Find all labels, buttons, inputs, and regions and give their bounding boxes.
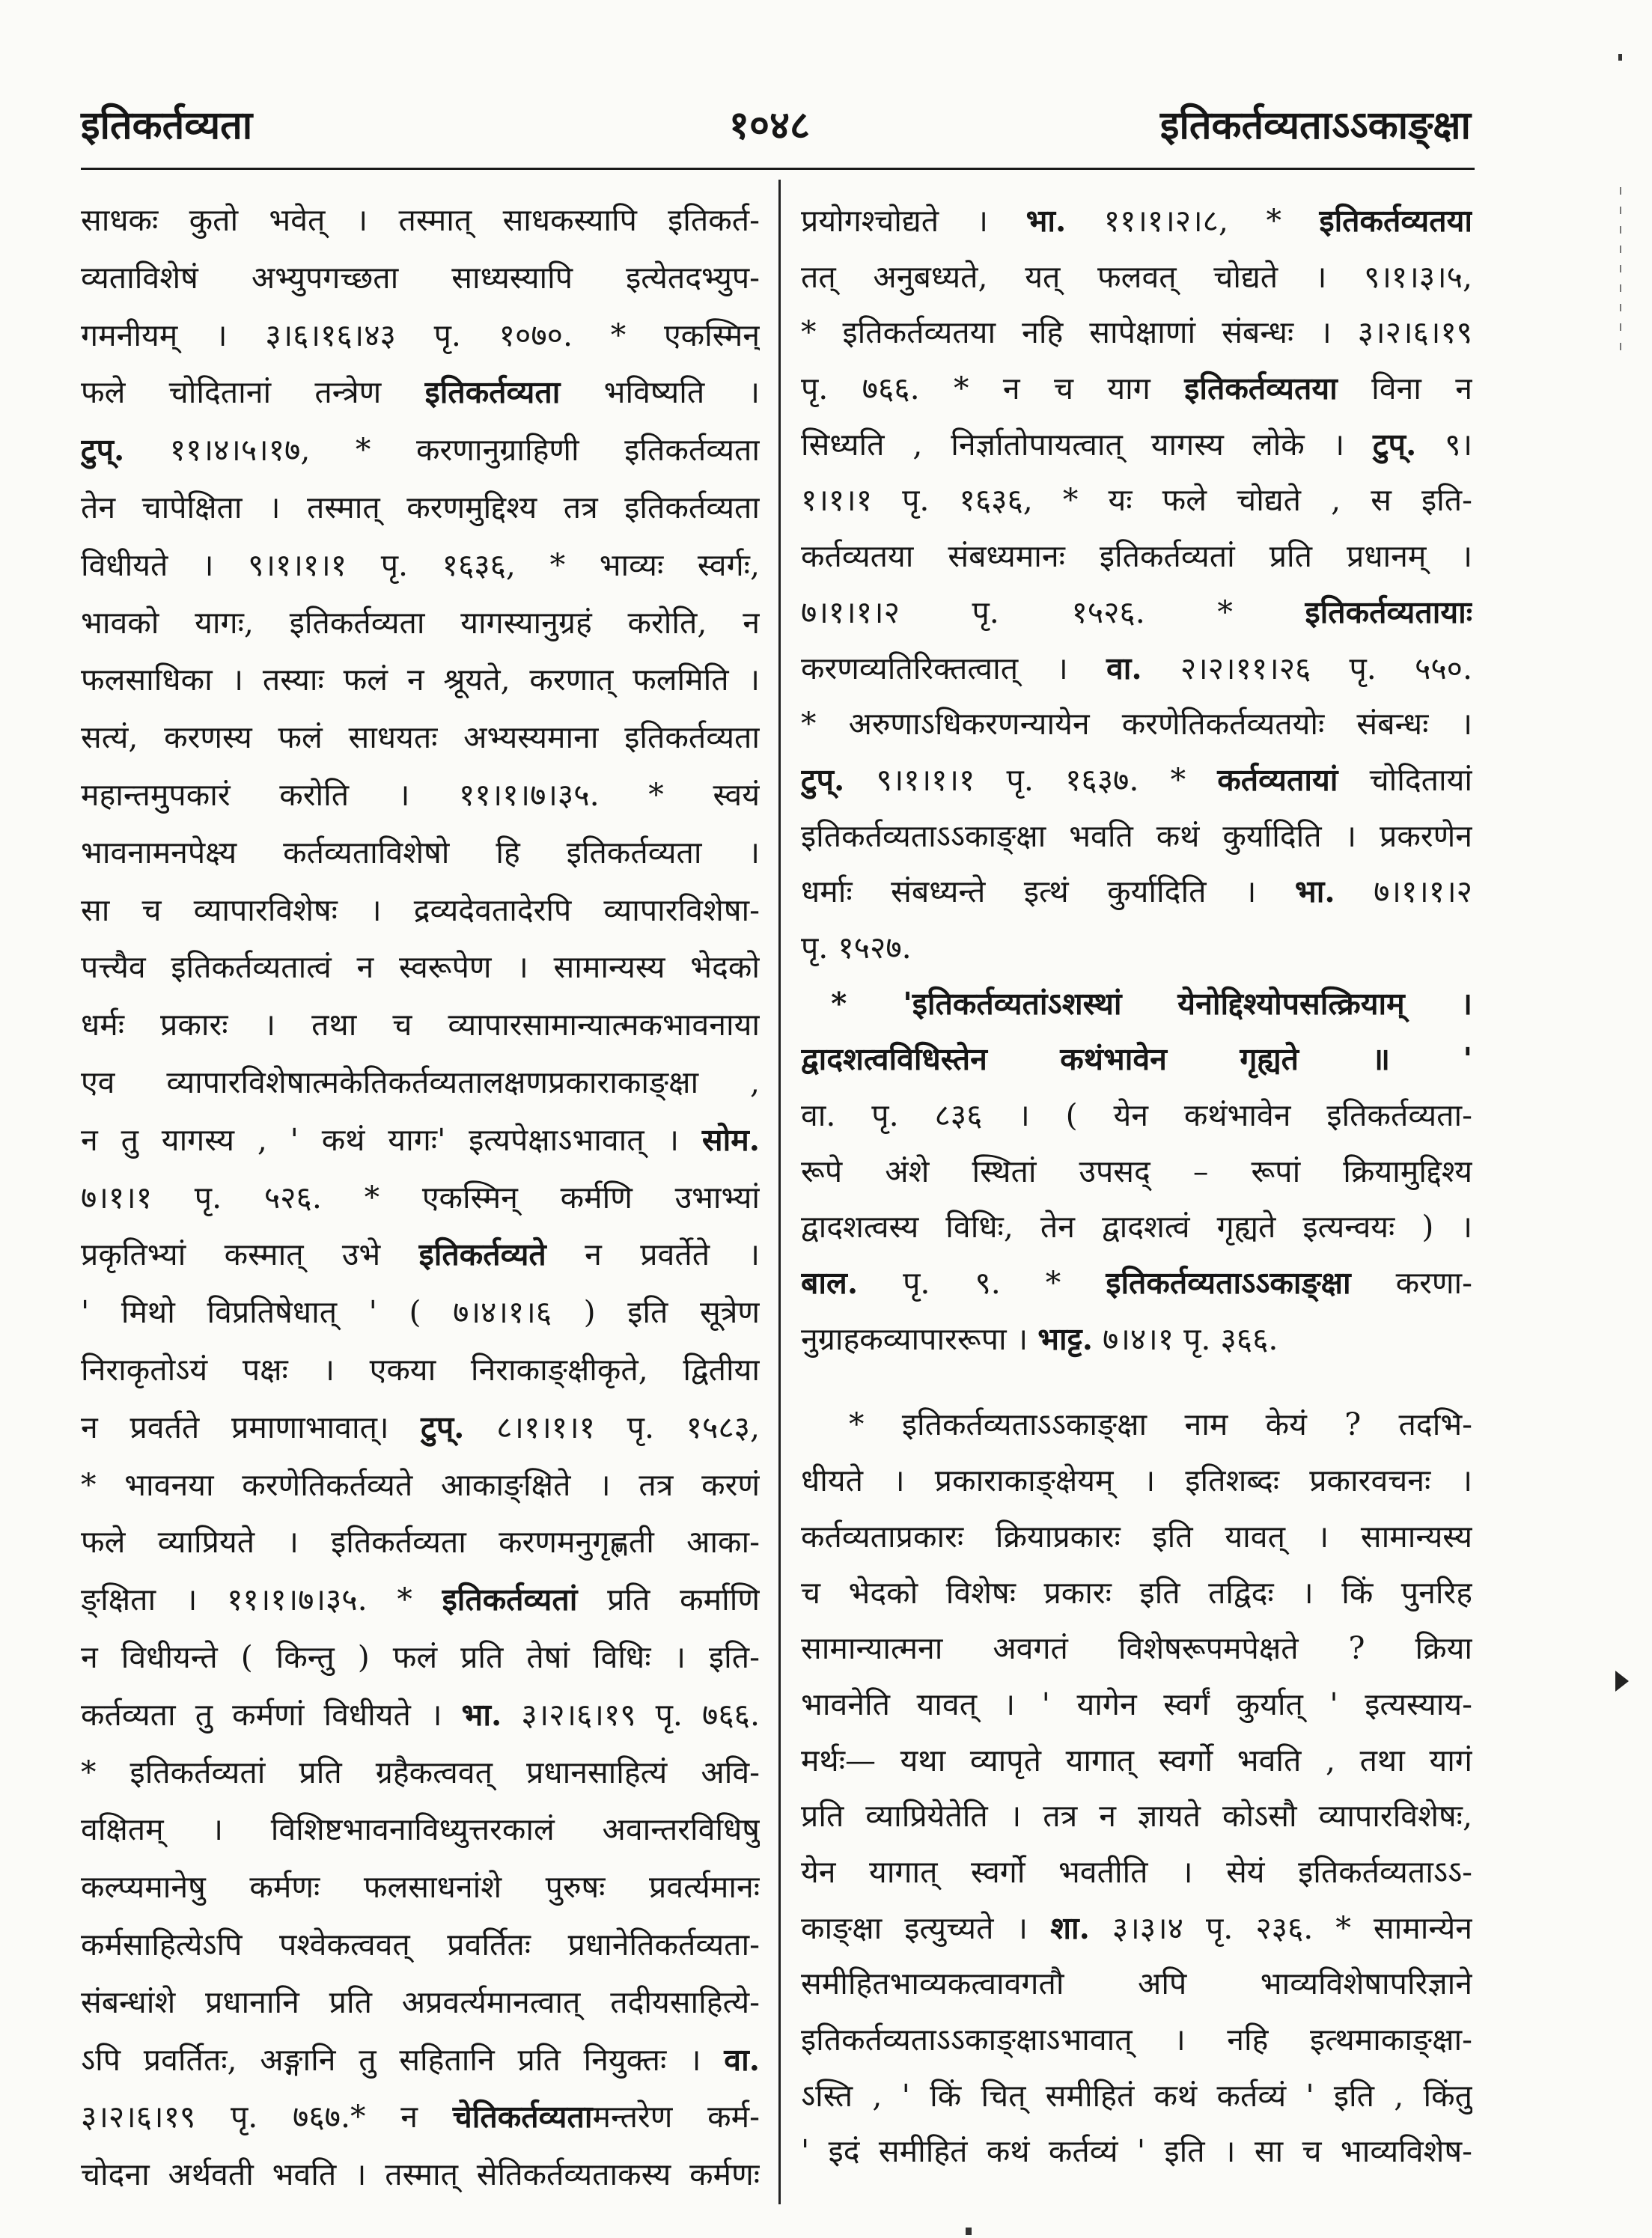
text-run: धर्माः संबध्यन्ते इत्थं कुर्यादिति । <box>801 873 1295 910</box>
text-line <box>801 585 1472 641</box>
text-line: सा च व्यापारविशेषः । द्रव्यदेवतादेरपि व्यापारविशेषा- <box>81 891 760 928</box>
text-run: पृ. ७६६. * न च याग <box>801 371 1185 407</box>
left-column <box>81 192 760 2204</box>
text-line: निराकृतोऽयं पक्षः । एकया निराकाङ्क्षीकृते, द्वितीया <box>81 1351 760 1388</box>
text-line <box>81 421 760 479</box>
text-line: समीहितभाव्यकत्वावगतौ अपि भाव्यविशेषापरिज्ञाने <box>801 1966 1472 2002</box>
text-run: ११।१।२।८, * <box>1066 203 1320 239</box>
bold-term: इतिकर्तव्यतायाः <box>1305 594 1472 630</box>
bold-term: सोम. <box>701 1121 760 1158</box>
bold-term: टुप्. <box>81 432 125 469</box>
text-line <box>801 1900 1472 1957</box>
text-line: धर्मः प्रकारः । तथा च व्यापारसामान्यात्मकभावनाया <box>81 1007 760 1043</box>
text-run: भविष्यति । <box>560 374 760 411</box>
text-run: न प्रवर्तेते । <box>546 1237 760 1273</box>
text-line <box>801 864 1472 920</box>
text-line <box>801 1255 1472 1311</box>
text-run: ३।३।४ पृ. २३६. * सामान्येन <box>1089 1909 1472 1946</box>
bold-term: भाट्ट. <box>1037 1320 1093 1357</box>
running-head-right: इतिकर्तव्यताऽऽकाङ्क्षा <box>1159 103 1471 148</box>
text-run: चोदितायां <box>1338 761 1472 798</box>
page-number: १०४८ <box>728 103 811 148</box>
text-line <box>801 976 1472 1032</box>
bold-term: भा. <box>1025 203 1067 239</box>
text-line: एव व्यापारविशेषात्मकेतिकर्तव्यतालक्षणप्रकाराकाङ्क्षा , <box>81 1064 760 1100</box>
text-run: ९। <box>1416 426 1472 463</box>
text-line: भावनेति यावत् । ' यागेन स्वर्गं कुर्यात् ' इत्यस्याय- <box>801 1686 1472 1722</box>
paragraph <box>801 1397 1472 2180</box>
text-line <box>81 364 760 421</box>
bold-term: कर्तव्यतायां <box>1217 761 1338 798</box>
text-run: प्रयोगश्चोद्यते । <box>801 203 1026 239</box>
text-run: २।२।११।२६ पृ. ५५०. <box>1142 650 1472 686</box>
text-run: ७।४।१ पृ. ३६६. <box>1093 1320 1278 1357</box>
text-line: १।१।१ पृ. १६३६, * यः फले चोद्यते , स इति- <box>801 482 1472 519</box>
text-run: करणव्यतिरिक्तत्वात् । <box>801 650 1106 686</box>
text-run: फले चोदितानां तन्त्रेण <box>81 374 425 411</box>
bold-term: भा. <box>461 1696 502 1733</box>
text-line: कर्मसाहित्येऽपि पश्वेकत्ववत् प्रवर्तितः प्रधानेतिकर्तव्यता- <box>81 1926 760 1963</box>
text-line: ७।१।१ पृ. ५२६. * एकस्मिन् कर्मणि उभाभ्यां <box>81 1179 760 1216</box>
text-line <box>801 193 1472 249</box>
text-line: फले व्याप्रियते । इतिकर्तव्यता करणमनुगृह्णती आका- <box>81 1524 760 1561</box>
text-line: कर्तव्यतया संबध्यमानः इतिकर्तव्यतां प्रति प्रधानम् । <box>801 538 1472 575</box>
text-line: गमनीयम् । ३।६।१६।४३ पृ. १०७०. * एकस्मिन् <box>81 317 760 353</box>
scan-artifact-mark <box>1615 1671 1629 1692</box>
text-run: करणा- <box>1350 1265 1472 1302</box>
bold-term: * 'इतिकर्तव्यतांऽशस्थां येनोद्दिश्योपसत्क्रियाम् । <box>831 985 1472 1022</box>
text-line: पत्त्यैव इतिकर्तव्यतात्वं न स्वरूपेण । सामान्यस्य भेदको <box>81 949 760 986</box>
text-run: ३।२।६।१९ पृ. ७६७.* न <box>81 2099 453 2135</box>
scan-artifact-dot <box>1618 54 1622 61</box>
text-line: भावको यागः, इतिकर्तव्यता यागस्यानुग्रहं करोति, न <box>81 604 760 641</box>
bold-term: इतिकर्तव्यतया <box>1319 203 1472 239</box>
text-line: धीयते । प्रकाराकाङ्क्षेयम् । इतिशब्दः प्रकारवचनः । <box>801 1463 1472 1499</box>
text-line: कल्प्यमानेषु कर्मणः फलसाधनांशे पुरुषः प्रवर्त्यमानः <box>81 1869 760 1906</box>
bold-term: वा. <box>724 2041 760 2078</box>
text-line: च भेदको विशेषः प्रकारः इति तद्विदः । किं पुनरिह <box>801 1574 1472 1611</box>
text-line: वक्षितम् । विशिष्टभावनाविध्युत्तरकालं अवान्तरविधिषु <box>81 1811 760 1848</box>
text-line <box>801 752 1472 808</box>
text-line: येन यागात् स्वर्गो भवतीति । सेयं इतिकर्तव्यताऽऽ- <box>801 1853 1472 1890</box>
text-line: इतिकर्तव्यताऽऽकाङ्क्षाऽभावात् । नहि इत्थमाकाङ्क्षा- <box>801 2022 1472 2058</box>
paragraph <box>801 193 1472 976</box>
text-run: ३।२।६।१९ पृ. ७६६. <box>502 1696 760 1733</box>
text-line: संबन्धांशे प्रधानानि प्रति अप्रवर्त्यमानत्वात् तदीयसाहित्ये- <box>81 1984 760 2020</box>
text-line: व्यताविशेषं अभ्युपगच्छता साध्यस्यापि इत्येतदभ्युप- <box>81 259 760 296</box>
bold-term: भा. <box>1294 873 1335 910</box>
text-line: ' मिथो विप्रतिषेधात् ' ( ७।४।१।६ ) इति सूत्रेण <box>81 1294 760 1331</box>
bold-term: द्वादशत्वविधिस्तेन कथंभावेन गृह्यते ॥ ' <box>801 1041 1472 1078</box>
text-line <box>81 1686 760 1744</box>
text-line: न विधीयन्ते ( किन्तु ) फलं प्रति तेषां विधिः । इति- <box>81 1638 760 1675</box>
column-divider <box>778 180 781 2204</box>
scan-artifact-bottom <box>966 2228 972 2235</box>
text-line <box>81 2088 760 2146</box>
bold-term: वा. <box>1106 650 1142 686</box>
text-line: साधकः कुतो भवेत् । तस्मात् साधकस्यापि इतिकर्त- <box>81 202 760 238</box>
text-line: विधीयते । ९।१।१।१ पृ. १६३६, * भाव्यः स्वर्गः, <box>81 546 760 583</box>
text-run: काङ्क्षा इत्युच्यते । <box>801 1909 1051 1946</box>
text-run: ऽपि प्रवर्तितः, अङ्गानि तु सहितानि प्रति नियुक्तः । <box>81 2041 725 2078</box>
text-line: मर्थः— यथा व्यापृते यागात् स्वर्गो भवति , तथा यागं <box>801 1742 1472 1778</box>
text-line: * भावनया करणेतिकर्तव्यते आकाङ्क्षिते । तत्र करणं <box>81 1466 760 1503</box>
text-line: वा. पृ. ८३६ । ( येन कथंभावेन इतिकर्तव्यता- <box>801 1097 1472 1133</box>
scan-artifact-dashes <box>1620 187 1621 359</box>
text-line: पृ. १५२७. <box>801 929 912 966</box>
text-line: इतिकर्तव्यताऽऽकाङ्क्षा भवति कथं कुर्यादिति । प्रकरणेन <box>801 817 1472 854</box>
text-run: ११।४।५।१७, * करणानुग्राहिणी इतिकर्तव्यता <box>124 432 760 469</box>
text-run: ङ्क्षिता । ११।१।७।३५. * <box>81 1582 442 1618</box>
text-line <box>81 1399 760 1457</box>
bold-term: इतिकर्तव्यतां <box>442 1582 578 1618</box>
text-run: कर्तव्यता तु कर्मणां विधीयते । <box>81 1696 462 1733</box>
bold-term: इतिकर्तव्यता <box>424 374 561 411</box>
text-line: चोदना अर्थवती भवति । तस्मात् सेतिकर्तव्यताकस्य कर्मणः <box>81 2156 760 2193</box>
text-run: ७।१।१।२ पृ. १५२६. * <box>801 594 1305 630</box>
bold-term: टुप्. <box>421 1409 465 1445</box>
text-run: न प्रवर्तते प्रमाणाभावात्। <box>81 1409 421 1445</box>
text-run: प्रति कर्माणि <box>577 1582 760 1618</box>
text-run: सिध्यति , निर्ज्ञातोपायत्वात् यागस्य लोके । <box>801 426 1374 463</box>
text-run: न तु यागस्य , ' कथं यागः' इत्यपेक्षाऽभावात् । <box>81 1121 702 1158</box>
bold-term: टुप्. <box>1373 426 1417 463</box>
text-line: द्वादशत्वस्य विधिः, तेन द्वादशत्वं गृह्यते इत्यन्वयः ) । <box>801 1209 1472 1245</box>
text-line: रूपे अंशे स्थितां उपसद् – रूपां क्रियामुद्दिश्य <box>801 1153 1472 1189</box>
bold-term: इतिकर्तव्यते <box>418 1237 546 1273</box>
bold-term: बाल. <box>801 1265 859 1302</box>
paragraph <box>801 976 1472 1368</box>
text-line: * इतिकर्तव्यतां प्रति ग्रहैकत्ववत् प्रधानसाहित्यं अवि- <box>81 1754 760 1790</box>
text-run: मन्तरेण कर्म- <box>592 2099 760 2135</box>
text-run: पृ. ९. * <box>858 1265 1106 1302</box>
text-run: ९।१।१।१ पृ. १६३७. * <box>844 761 1218 798</box>
text-run: ७।१।१।२ <box>1335 873 1472 910</box>
text-line: तेन चापेक्षिता । तस्मात् करणमुद्दिश्य तत्र इतिकर्तव्यता <box>81 489 760 525</box>
text-line: प्रति व्याप्रियेतेति । तत्र न ज्ञायते कोऽसौ व्यापारविशेषः, <box>801 1798 1472 1835</box>
running-head-left: इतिकर्तव्यता <box>81 103 253 148</box>
text-run: विना न <box>1337 371 1472 407</box>
bold-term: टुप्. <box>801 761 845 798</box>
text-line: तत् अनुबध्यते, यत् फलवत् चोद्यते । ९।१।३।५, <box>801 258 1472 295</box>
text-line: भावनामनपेक्ष्य कर्तव्यताविशेषो हि इतिकर्तव्यता । <box>81 834 760 870</box>
text-line: * अरुणाऽधिकरणन्यायेन करणेतिकर्तव्यतयोः संबन्धः । <box>801 706 1472 743</box>
text-line <box>801 1031 1472 1088</box>
text-line <box>801 417 1472 473</box>
text-line: * इतिकर्तव्यतया नहि सापेक्षाणां संबन्धः । ३।२।६।१९ <box>801 314 1472 351</box>
text-line: * इतिकर्तव्यताऽऽकाङ्क्षा नाम केयं ? तदभि- <box>849 1406 1472 1443</box>
text-line <box>81 1112 760 1169</box>
text-line: कर्तव्यताप्रकारः क्रियाप्रकारः इति यावत् । सामान्यस्य <box>801 1518 1472 1555</box>
text-line: महान्तमुपकारं करोति । ११।१।७।३५. * स्वयं <box>81 776 760 813</box>
header-rule <box>81 168 1475 170</box>
text-line <box>81 1571 760 1629</box>
text-line <box>801 361 1472 417</box>
bold-term: चेतिकर्तव्यता <box>452 2099 593 2135</box>
text-line <box>801 1311 1472 1368</box>
right-column <box>801 193 1472 2180</box>
text-run: ८।१।१।१ पृ. १५८३, <box>464 1409 760 1445</box>
bold-term: इतिकर्तव्यतया <box>1184 371 1338 407</box>
text-run: प्रकृतिभ्यां कस्मात् उभे <box>81 1237 419 1273</box>
text-line <box>801 641 1472 697</box>
bold-term: शा. <box>1050 1909 1090 1946</box>
text-line <box>81 1226 760 1284</box>
text-line: ऽस्ति , ' किं चित् समीहितं कथं कर्तव्यं ' इति , किंतु <box>801 2077 1472 2114</box>
text-run: नुग्राहकव्यापाररूपा । <box>801 1320 1038 1357</box>
text-line: फलसाधिका । तस्याः फलं न श्रूयते, करणात् फलमिति । <box>81 662 760 698</box>
text-line: सत्यं, करणस्य फलं साधयतः अभ्यस्यमाना इतिकर्तव्यता <box>81 719 760 756</box>
bold-term: इतिकर्तव्यताऽऽकाङ्क्षा <box>1106 1265 1351 1302</box>
text-line: ' इदं समीहितं कथं कर्तव्यं ' इति । सा च भाव्यविशेष- <box>801 2133 1472 2170</box>
text-line <box>81 2031 760 2089</box>
text-line: सामान्यात्मना अवगतं विशेषरूपमपेक्षते ? क्रिया <box>801 1630 1472 1667</box>
